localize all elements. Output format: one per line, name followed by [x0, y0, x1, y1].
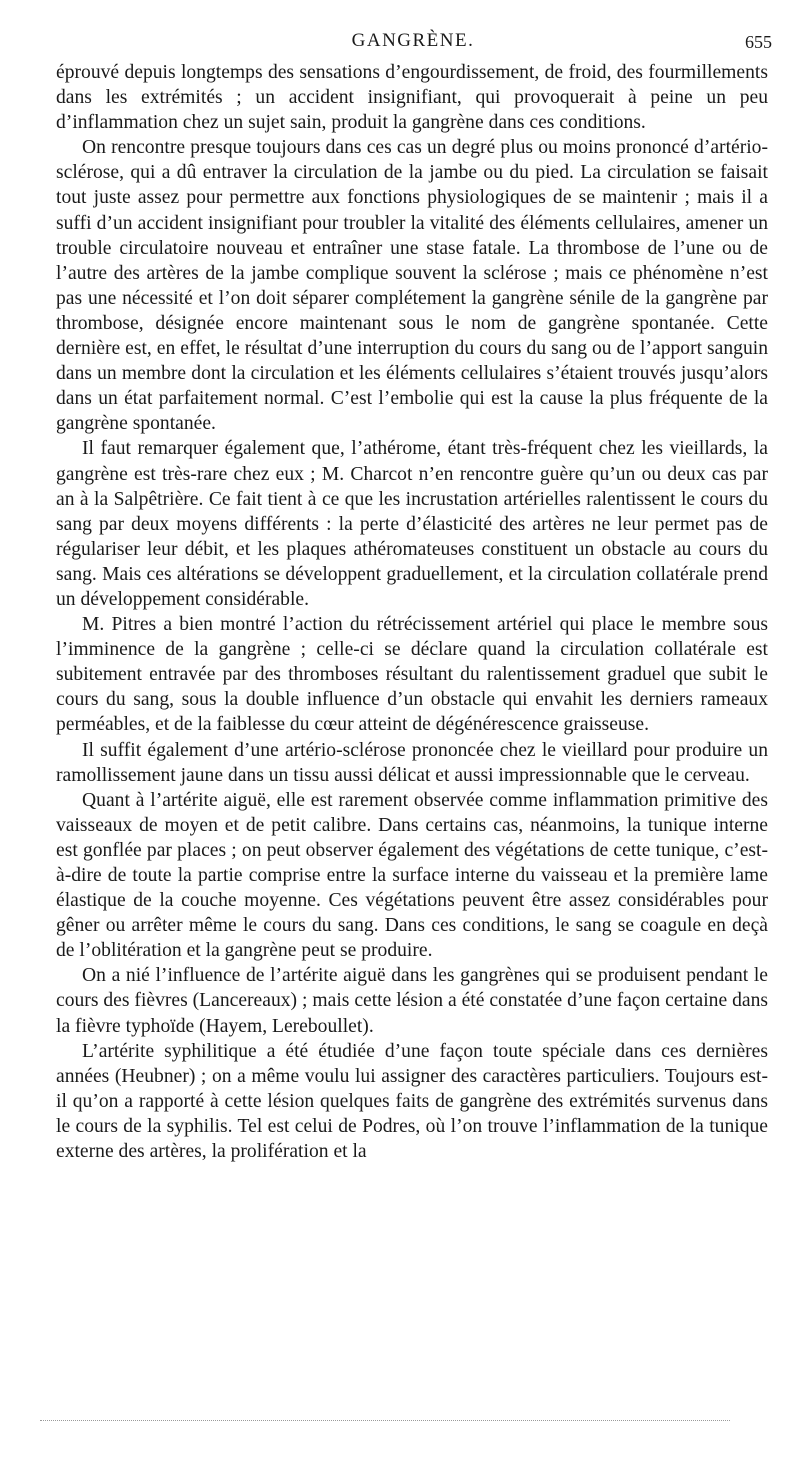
paragraph-3: Il faut remarquer également que, l’athérome, étant très-fréquent chez les vieillards, la gangrène est très-rare chez eux ; M. Charcot n’en rencontre guère qu’un ou deux cas par an à la Salpêtrière. Ce fait tient à ce que les incrustation artérielles ralentissent le cours du sang par deux moyens différents : la perte d’élasticité des artères ne leur permet pas de régulariser leur débit, et les plaques athéromateuses constituent un obstacle au cours du sang. Mais ces altérations se développent graduellement, et la circulation collatérale prend un développement considérable.	[56, 438, 768, 610]
body-text	[56, 60, 768, 1164]
page-number: 655	[745, 32, 772, 52]
paragraph-7: On a nié l’influence de l’artérite aiguë dans les gangrènes qui se produisent pendant le cours des fièvres (Lancereaux) ; mais cette lésion a été constatée d’une façon certaine dans la fièvre typhoïde (Hayem, Lereboullet).	[56, 965, 768, 1037]
footer-rule	[40, 1420, 730, 1421]
paragraph-5: Il suffit également d’une artério-sclérose prononcée chez le vieillard pour produire un ramollissement jaune dans un tissu aussi délicat et aussi impressionnable que le cerveau.	[56, 739, 768, 786]
paragraph-6: Quant à l’artérite aiguë, elle est rarement observée comme inflammation primitive des vaisseaux de moyen et de petit calibre. Dans certains cas, néanmoins, la tunique interne est gonflée par places ; on peut observer également des végétations de cette tunique, c’est-à-dire de toute la partie comprise entre la surface interne du vaisseau et la première lame élastique de la couche moyenne. Ces végétations peuvent être assez considérables pour gêner ou arrêter même le cours du sang. Dans ces conditions, le sang se coagule en deçà de l’oblitération et la gangrène peut se produire.	[56, 789, 768, 962]
running-title: GANGRÈNE.	[351, 30, 475, 51]
paragraph-4: M. Pitres a bien montré l’action du rétrécissement artériel qui place le membre sous l’imminence de la gangrène ; celle-ci se déclare quand la circulation collatérale est subitement entravée par des thromboses résultant du ralentissement graduel que subit le cours du sang, sous la double influence d’un obstacle qui envahit les derniers rameaux perméables, et de la faiblesse du cœur atteint de dégénérescence graisseuse.	[56, 614, 768, 736]
paragraph-8: L’artérite syphilitique a été étudiée d’une façon toute spéciale dans ces dernières années (Heubner) ; on a même voulu lui assigner des caractères particuliers. Toujours est-il qu’on a rapporté à cette lésion quelques faits de gangrène des extrémités survenus dans le cours de la syphilis. Tel est celui de Podres, où l’on trouve l’inflammation de la tunique externe des artères, la prolifération et la	[56, 1040, 768, 1163]
paragraph-2: On rencontre presque toujours dans ces cas un degré plus ou moins prononcé d’artério-sclérose, qui a dû entraver la circulation de la jambe ou du pied. La circulation se faisait tout juste assez pour permettre aux fonctions physiologiques de se maintenir ; mais il a suffi d’un accident insignifiant pour troubler la vitalité des éléments cellulaires, amener un trouble circulatoire nouveau et entraîner une stase fatale. La thrombose de l’une ou de l’autre des artères de la jambe complique souvent la sclérose ; mais ce phénomène n’est pas une nécessité et l’on doit séparer complétement la gangrène sénile de la gangrène par thrombose, désignée encore maintenant sous le nom de gangrène spontanée. Cette dernière est, en effet, le résultat d’une interruption du cours du sang ou de l’apport sanguin dans un membre dont la circulation et les éléments cellulaires s’étaient trouvés jusqu’alors dans un état parfaitement normal. C’est l’embolie qui est la cause la plus fréquente de la gangrène spontanée.	[56, 137, 768, 435]
page-header	[54, 28, 772, 54]
paragraph-1: éprouvé depuis longtemps des sensations d’engourdissement, de froid, des fourmillements dans les extrémités ; un accident insignifiant, qui provoquerait à peine un peu d’inflammation chez un sujet sain, produit la gangrène dans ces conditions.	[56, 62, 768, 134]
